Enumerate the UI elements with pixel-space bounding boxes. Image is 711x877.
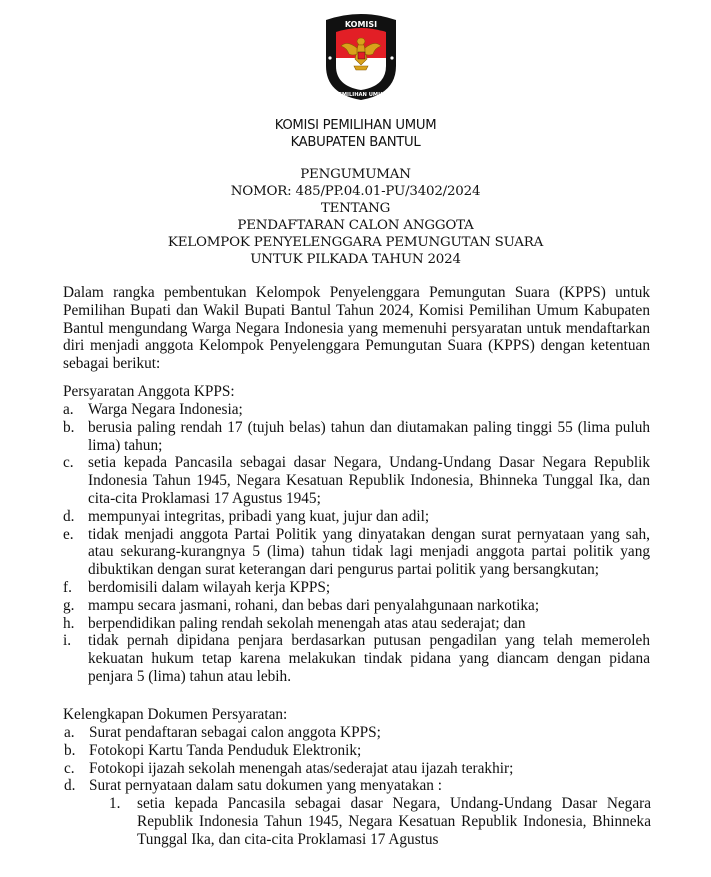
list-marker: e.	[63, 525, 74, 543]
list-marker: d.	[64, 777, 76, 795]
documents-heading: Kelengkapan Dokumen Persyaratan:	[63, 706, 288, 723]
list-marker: i.	[63, 632, 72, 650]
logo-bottom-text: PEMILIHAN UMUM	[334, 92, 388, 98]
list-marker: b.	[64, 741, 76, 759]
requirement-text: mempunyai integritas, pribadi yang kuat, jujur dan adil;	[88, 507, 430, 525]
list-marker: a.	[64, 724, 75, 741]
list-marker: h.	[63, 614, 75, 632]
list-marker: a.	[63, 401, 74, 418]
requirement-item	[63, 615, 650, 633]
list-marker: g.	[63, 596, 75, 614]
document-text: Fotokopi ijazah sekolah menengah atas/sederajat atau ijazah terakhir;	[89, 759, 514, 777]
announcement-number: NOMOR: 485/PP.04.01-PU/3402/2024	[230, 184, 481, 199]
requirement-text: tidak menjadi anggota Partai Politik yang dinyatakan dengan surat pernyataan yang sah, atau sekurang-kurangnya 5 (lima) tahun tidak lagi menjadi anggota partai politik yang dibuktikan dengan surat keterangan dari pengurus partai politik yang bersangkutan;	[88, 525, 650, 579]
requirement-item	[63, 508, 650, 526]
organization-region: KABUPATEN BANTUL	[290, 135, 421, 150]
requirement-item	[63, 597, 650, 615]
logo-top-text: KOMISI	[344, 20, 378, 29]
document-text: Surat pernyataan dalam satu dokumen yang menyatakan :	[89, 777, 442, 795]
document-text: Surat pendaftaran sebagai calon anggota KPPS;	[89, 724, 381, 741]
organization-name: KOMISI PEMILIHAN UMUM	[274, 118, 437, 133]
statement-sub-list	[64, 795, 651, 848]
document-text: Fotokopi Kartu Tanda Penduduk Elektronik;	[89, 741, 362, 759]
statement-item	[89, 795, 651, 848]
statement-text: setia kepada Pancasila sebagai dasar Negara, Undang-Undang Dasar Negara Republik Indonesia Tahun 1945, Negara Kesatuan Republik Indonesia, Bhinneka Tunggal Ika, dan cita-cita Proklamasi 17 Agustus	[137, 795, 651, 848]
list-marker: d.	[63, 507, 75, 525]
list-marker: f.	[63, 578, 72, 596]
intro-paragraph: Dalam rangka pembentukan Kelompok Penyelenggara Pemungutan Suara (KPPS) untuk Pemilihan Bupati dan Wakil Bupati Bantul Tahun 2024, Komisi Pemilihan Umum Kabupaten Bantul mengundang Warga Negara Indonesia yang memenuhi persyaratan untuk mendaftarkan diri menjadi anggota Kelompok Penyelenggara Pemungutan Suara (KPPS) dengan ketentuan sebagai berikut:	[63, 284, 650, 373]
announcement-subject-line2: KELOMPOK PENYELENGGARA PEMUNGUTAN SUARA	[167, 235, 544, 250]
announcement-about-label: TENTANG	[320, 201, 391, 216]
list-marker: c.	[63, 454, 74, 472]
document-item	[64, 724, 651, 742]
requirement-text: berusia paling rendah 17 (tujuh belas) tahun dan diutamakan paling tinggi 55 (lima puluh lima) tahun;	[88, 418, 650, 454]
requirement-item	[63, 419, 650, 455]
announcement-subject-line1: PENDAFTARAN CALON ANGGOTA	[237, 218, 474, 233]
list-marker: c.	[64, 759, 75, 777]
requirement-text: berdomisili dalam wilayah kerja KPPS;	[88, 578, 331, 596]
list-marker: b.	[63, 418, 75, 436]
announcement-subject-line3: UNTUK PILKADA TAHUN 2024	[250, 252, 461, 267]
requirements-list	[63, 401, 650, 686]
requirement-item	[63, 401, 650, 419]
requirement-text: setia kepada Pancasila sebagai dasar Negara, Undang-Undang Dasar Negara Republik Indonesia Tahun 1945, Negara Kesatuan Republik Indonesia, Bhinneka Tunggal Ika, dan cita-cita Proklamasi 17 Agustus 1945;	[88, 454, 650, 507]
requirements-heading: Persyaratan Anggota KPPS:	[63, 383, 235, 400]
requirement-item	[63, 579, 650, 597]
list-marker: 1.	[109, 795, 121, 813]
requirement-text: berpendidikan paling rendah sekolah menengah atas atau sederajat; dan	[88, 614, 526, 632]
document-item	[64, 760, 651, 778]
requirement-item	[63, 454, 650, 507]
kpu-logo-icon	[320, 10, 402, 102]
requirement-text: tidak pernah dipidana penjara berdasarkan putusan pengadilan yang telah memeroleh kekuatan hukum tetap karena melakukan tindak pidana yang diancam dengan pidana penjara 5 (lima) tahun atau lebih.	[88, 632, 650, 685]
requirement-text: Warga Negara Indonesia;	[88, 401, 243, 418]
announcement-title: PENGUMUMAN	[300, 167, 411, 182]
document-item	[64, 742, 651, 760]
requirement-text: mampu secara jasmani, rohani, dan bebas dari penyalahgunaan narkotika;	[88, 596, 540, 614]
document-sub-list-wrapper	[64, 795, 651, 848]
document-item	[64, 777, 651, 795]
requirement-item	[63, 632, 650, 685]
requirement-item	[63, 526, 650, 579]
documents-list	[64, 724, 651, 849]
